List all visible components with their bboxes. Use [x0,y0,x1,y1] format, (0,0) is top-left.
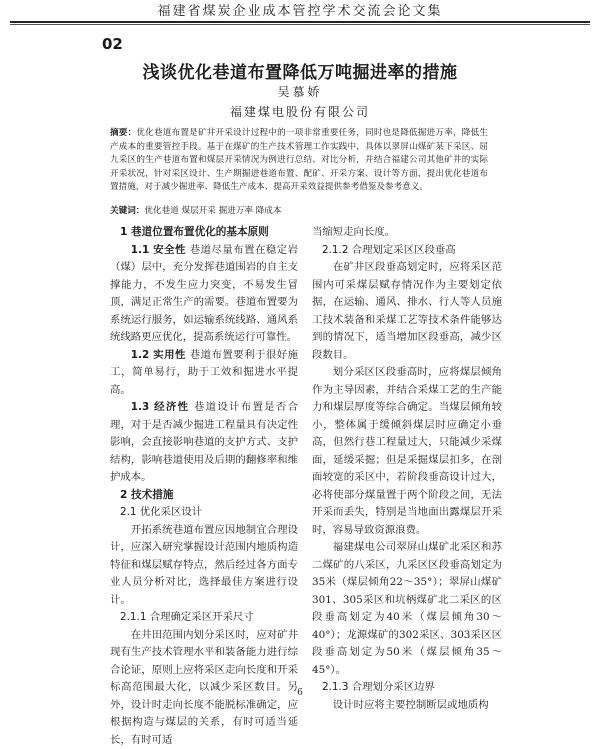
abstract [110,127,488,195]
paragraph [110,242,298,347]
subsection-heading: 2.1 优化采区设计 [110,504,298,522]
running-header [0,0,600,24]
paragraph [312,364,502,539]
abstract-text: 优化巷道布置是矿井开采设计过程中的一项非常重要任务，同时也是降低掘进万率，降低生产成本的重要管控手段。基于在煤矿的生产技术管理工作实践中，具体以翠屏山煤矿某下采区、屈九采区的生产巷道布置和煤层开采情况为例进行总结、对比分析，并结合福建公司其他矿井的实际开采状况，针对采区设计、生产期掘进巷道布置、配矿、开采方案、设计等方面，提出优化巷道布置措施，对于减少掘进率、降低生产成本、提高开采效益提供参考借鉴及参考意义。 [110,128,488,192]
author-affiliation: 福建煤电股份有限公司 [0,103,600,120]
paragraph [312,259,502,364]
keywords [110,205,488,218]
section-heading: 1 巷道位置布置优化的基本原则 [110,224,298,242]
subsection-heading: 2.1.2 合理划定采区区段垂高 [312,242,502,260]
abstract-label: 摘要： [110,128,136,138]
right-column [312,224,502,714]
paragraph [312,539,502,679]
paragraph-lead: 1.3 经济性 [131,401,189,413]
article-title: 浅谈优化巷道布置降低万吨掘进率的措施 [0,58,600,83]
paragraph-text: 巷道尽量布置在稳定岩（煤）层中，充分发挥巷道围岩的自主支撑能力，不发生应力突变，不易发生冒顶，满足正常生产的需要。巷道布置要为系统运行服务，如运输系统线路、通风系统线路更应优化，提高系统运行可靠性。 [110,244,298,344]
author-name: 吴慕娇 [0,83,600,100]
paragraph-text: 福建煤电公司翠屏山煤矿北采区和苏二煤矿的八采区，九采区区段垂高划定为35米（煤层倾角22～35°）；翠屏山煤矿301、305采区和坑柄煤矿北二采区的区段垂高划定为40米（煤层倾角30～40°）；龙源煤矿的302采区、303采区区段垂高划定为50米（煤层倾角35～45°）。 [312,541,502,676]
keywords-text: 优化巷道 煤层开采 掘进万率 降成本 [144,206,281,216]
paragraph-text: 巷道布置要利于很好施工，简单易行，助于工效和掘进水平提高。 [110,349,298,396]
header-rule [10,21,590,23]
section-heading: 2 技术措施 [110,487,298,505]
subsection-heading: 2.1.1 合理确定采区开采尺寸 [110,609,298,627]
paragraph-lead: 1.1 安全性 [131,244,186,256]
left-column [110,224,298,749]
paragraph-text: 开拓系统巷道布置应因地制宜合理设计，应深入研究掌握设计范围内地质构造特征和煤层赋存特点，然后经过各方面专业人员分析对比，选择最佳方案进行设计。 [110,524,298,606]
article-number: 02 [102,35,123,53]
header-rule-thin [10,24,590,25]
journal-title: 福建省煤炭企业成本管控学术交流会论文集 [157,4,442,19]
paragraph-text: 在矿井区段垂高划定时，应将采区范围内可采煤层赋存情况作为主要划定依据，在运输、通风、排水、行人等人员施工技术装备和采煤工艺等技术条件能够达到的情况下，适当增加区段垂高，减少区段数目。 [312,261,502,361]
paragraph-text: 在井田范围内划分采区时，应对矿井现有生产技术管理水平和装备能力进行综合论证，原则上应将采区走向长度和开采标高范围最大化，以减少采区数目。另外，设计时走向长度不能脱标准确定，应根据构造与煤层的关系，有时可适当延长，有时可适 [110,629,298,746]
paragraph-lead: 1.2 实用性 [131,349,186,361]
keywords-label: 关键词： [110,206,144,216]
paragraph-text: 划分采区区段垂高时，应将煤层倾角作为主导因素，并结合采煤工艺的生产能力和煤层厚度等综合确定。当煤层倾角较小，整体属于缓倾斜煤层时应确定小垂高，但然行巷工程量过大，只能减少采煤面，延缓采掘；但是采掘煤层扣多，在剖面较宽的采区中，若阶段垂高设计过大，必将使部分煤量置于两个阶段之间，无法开采而丢失，特别是当地面出露煤层开采时，容易导致资源浪费。 [312,366,502,536]
subsection-heading: 2.1.3 合理划分采区边界 [312,679,502,697]
paragraph [312,697,502,715]
paragraph-text: 巷道设计布置是否合理，对于是否减少掘进工程量具有决定性影响，会直接影响巷道的支护方式、支护结构，影响巷道使用及后期的翻修率和维护成本。 [110,401,298,483]
paragraph [110,399,298,487]
paragraph [110,347,298,400]
paragraph [110,522,298,610]
paragraph-continued: 当缩短走向长度。 [312,224,502,242]
page-number: 6 [0,688,600,698]
paragraph-text: 设计时应将主要控制断层或地质构 [333,699,489,711]
